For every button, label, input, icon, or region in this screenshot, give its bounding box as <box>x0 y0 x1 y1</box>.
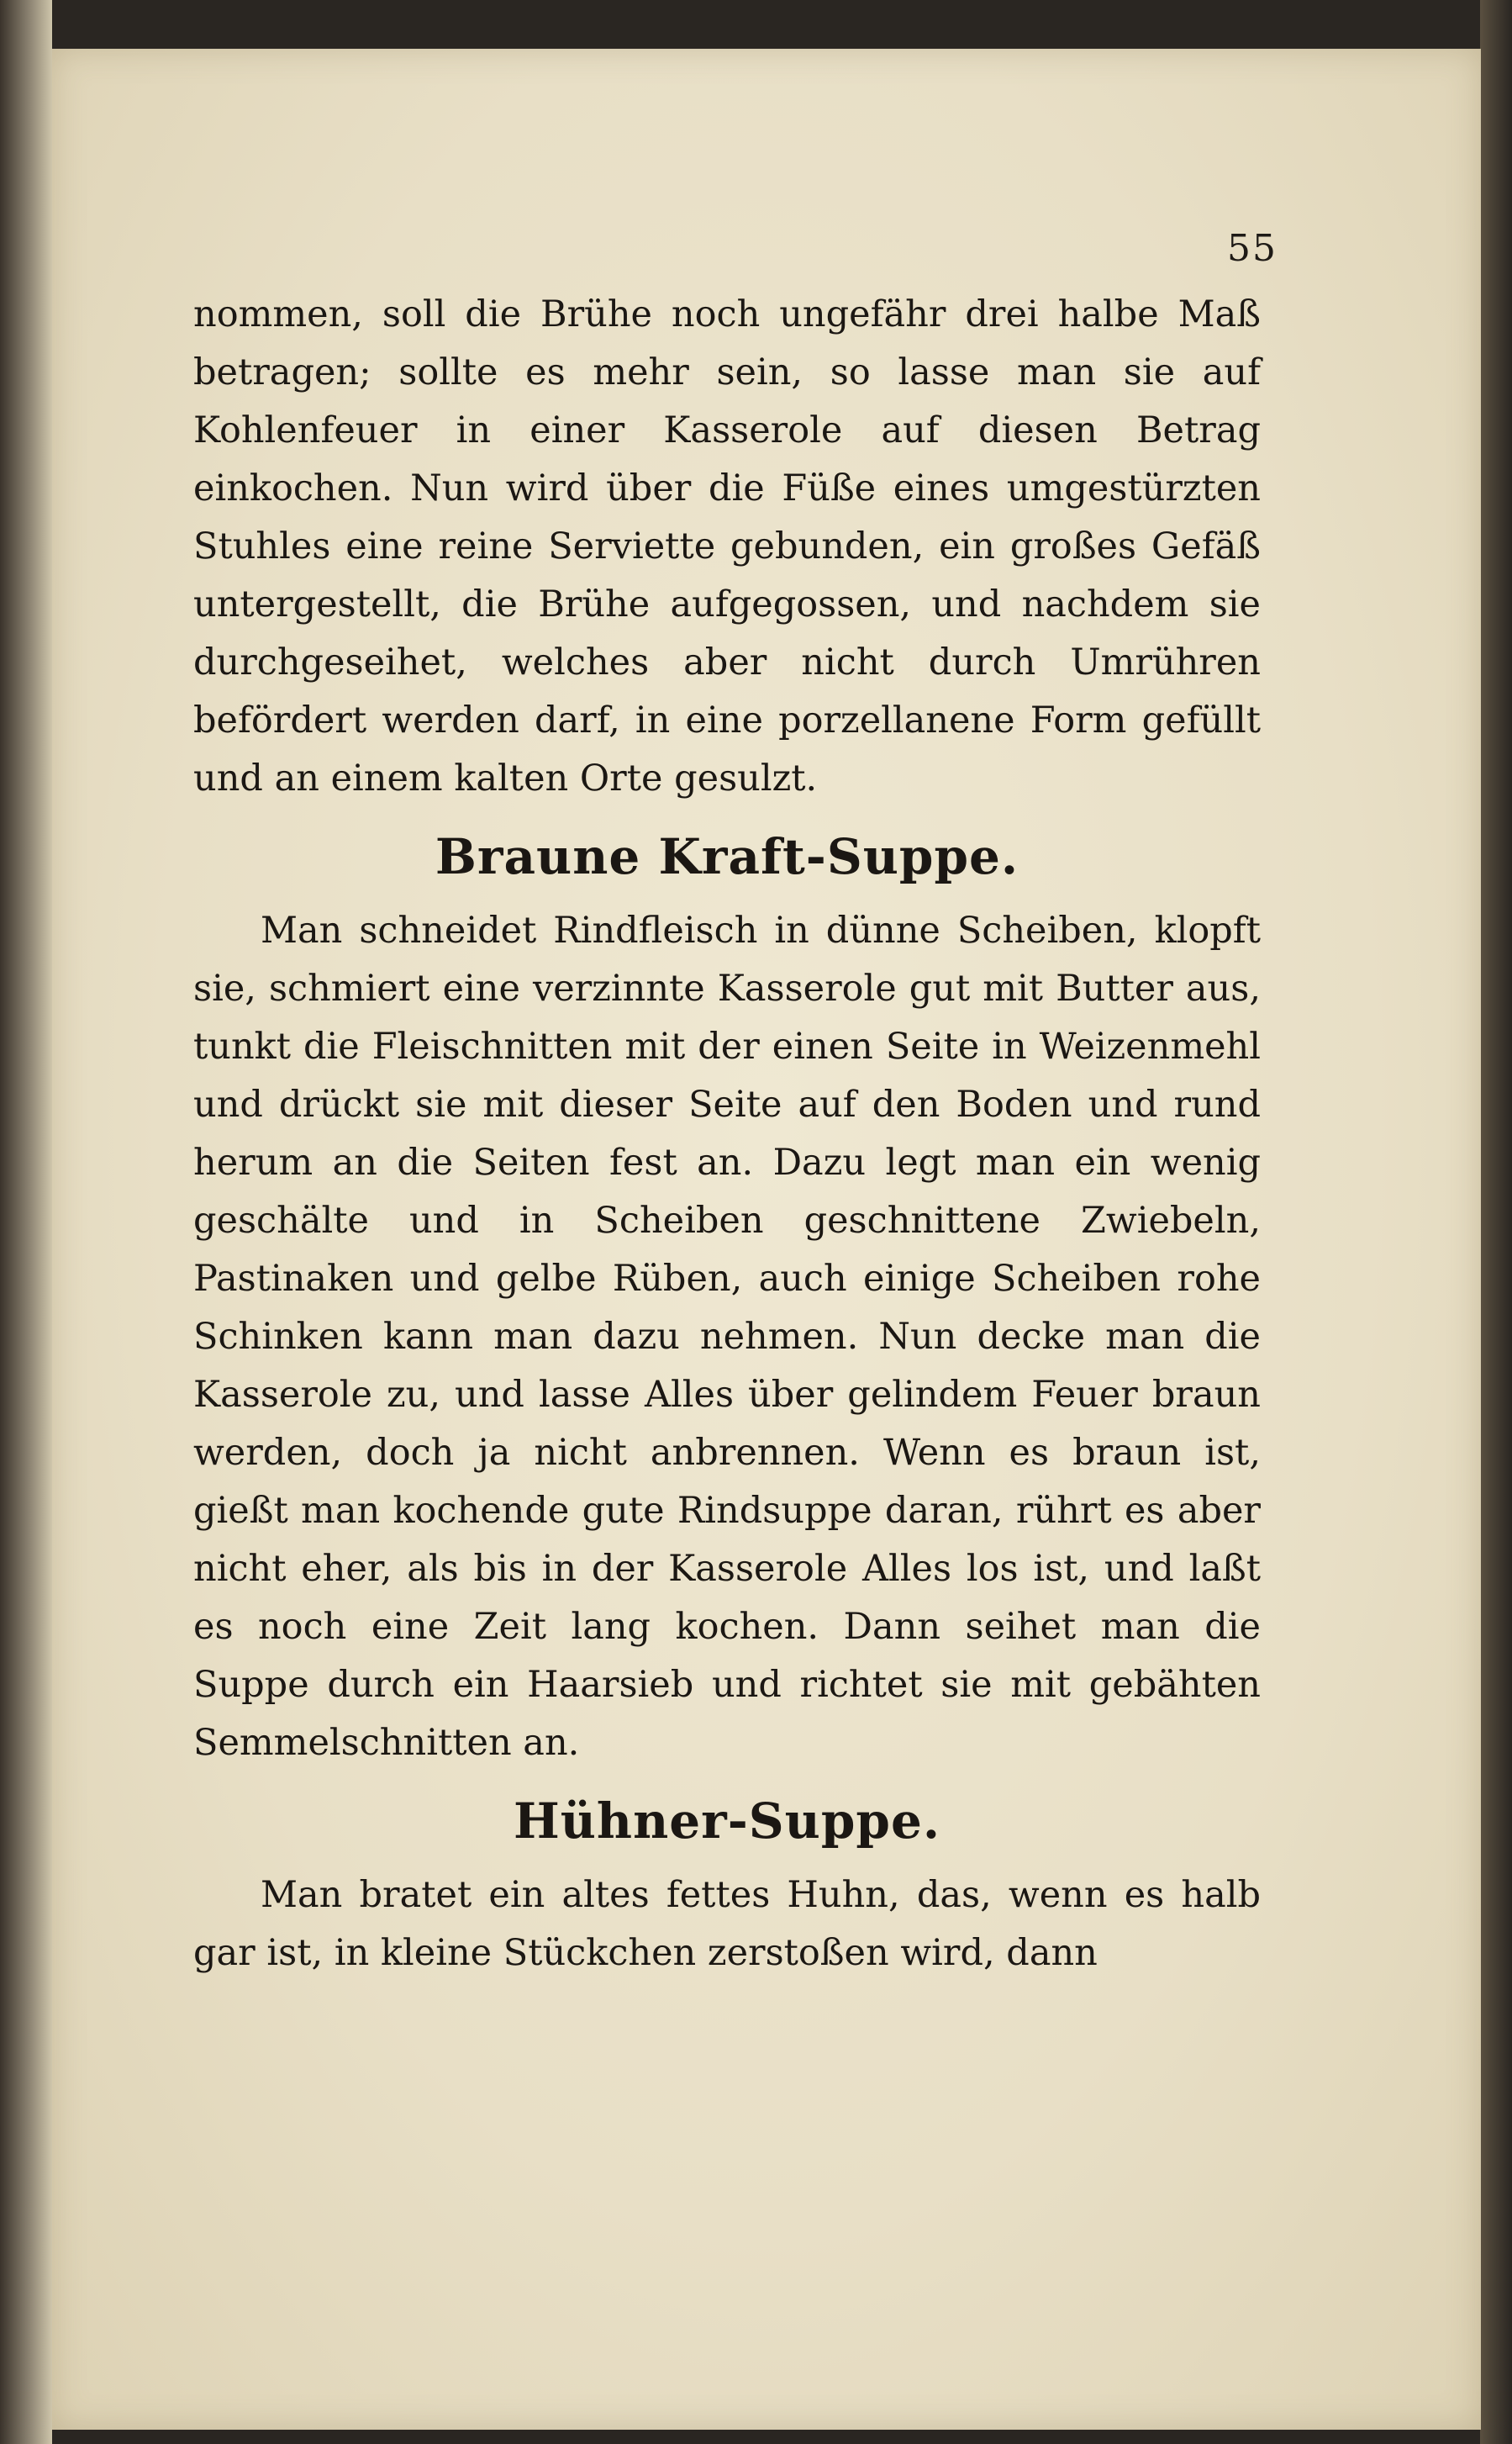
recipe-heading-braune-kraft-suppe: Braune Kraft-Suppe. <box>435 828 1019 885</box>
paragraph-huehner-suppe: Man bratet ein altes fettes Huhn, das, wenn es halb gar ist, in kleine Stückchen zerstoßen wird, dann <box>193 1874 1261 1974</box>
page-number: 55 <box>1227 227 1278 270</box>
paragraph-braune-kraft-suppe: Man schneidet Rindfleisch in dünne Scheiben, klopft sie, schmiert eine verzinnte Kasserole gut mit Butter aus, tunkt die Fleischnitten mit der einen Seite in Weizenmehl und drückt sie mit dieser Seite auf den Boden und rund herum an die Seiten fest an. Dazu legt man ein wenig geschälte und in Scheiben geschnittene Zwiebeln, Pastinaken und gelbe Rüben, auch einige Scheiben rohe Schinken kann man dazu nehmen. Nun decke man die Kasserole zu, und lasse Alles über gelindem Feuer braun werden, doch ja nicht anbrennen. Wenn es braun ist, gießt man kochende gute Rindsuppe daran, rührt es aber nicht eher, als bis in der Kasserole Alles los ist, und laßt es noch eine Zeit lang kochen. Dann seihet man die Suppe durch ein Haarsieb und richtet sie mit gebähten Semmelschnitten an. <box>193 910 1261 1764</box>
book-spine <box>0 0 52 2444</box>
recipe-heading-huehner-suppe: Hühner-Suppe. <box>513 1792 941 1850</box>
page-text <box>193 286 1261 1982</box>
paragraph-continued: nommen, soll die Brühe noch ungefähr drei halbe Maß betragen; sollte es mehr sein, so lasse man sie auf Kohlenfeuer in einer Kasserole auf diesen Betrag einkochen. Nun wird über die Füße eines umgestürzten Stuhles eine reine Serviette gebunden, ein großes Gefäß untergestellt, die Brühe aufgegossen, und nachdem sie durchgeseihet, welches aber nicht durch Umrühren befördert werden darf, in eine porzellanene Form gefüllt und an einem kalten Orte gesulzt. <box>193 293 1261 800</box>
page-edge <box>1480 0 1512 2444</box>
